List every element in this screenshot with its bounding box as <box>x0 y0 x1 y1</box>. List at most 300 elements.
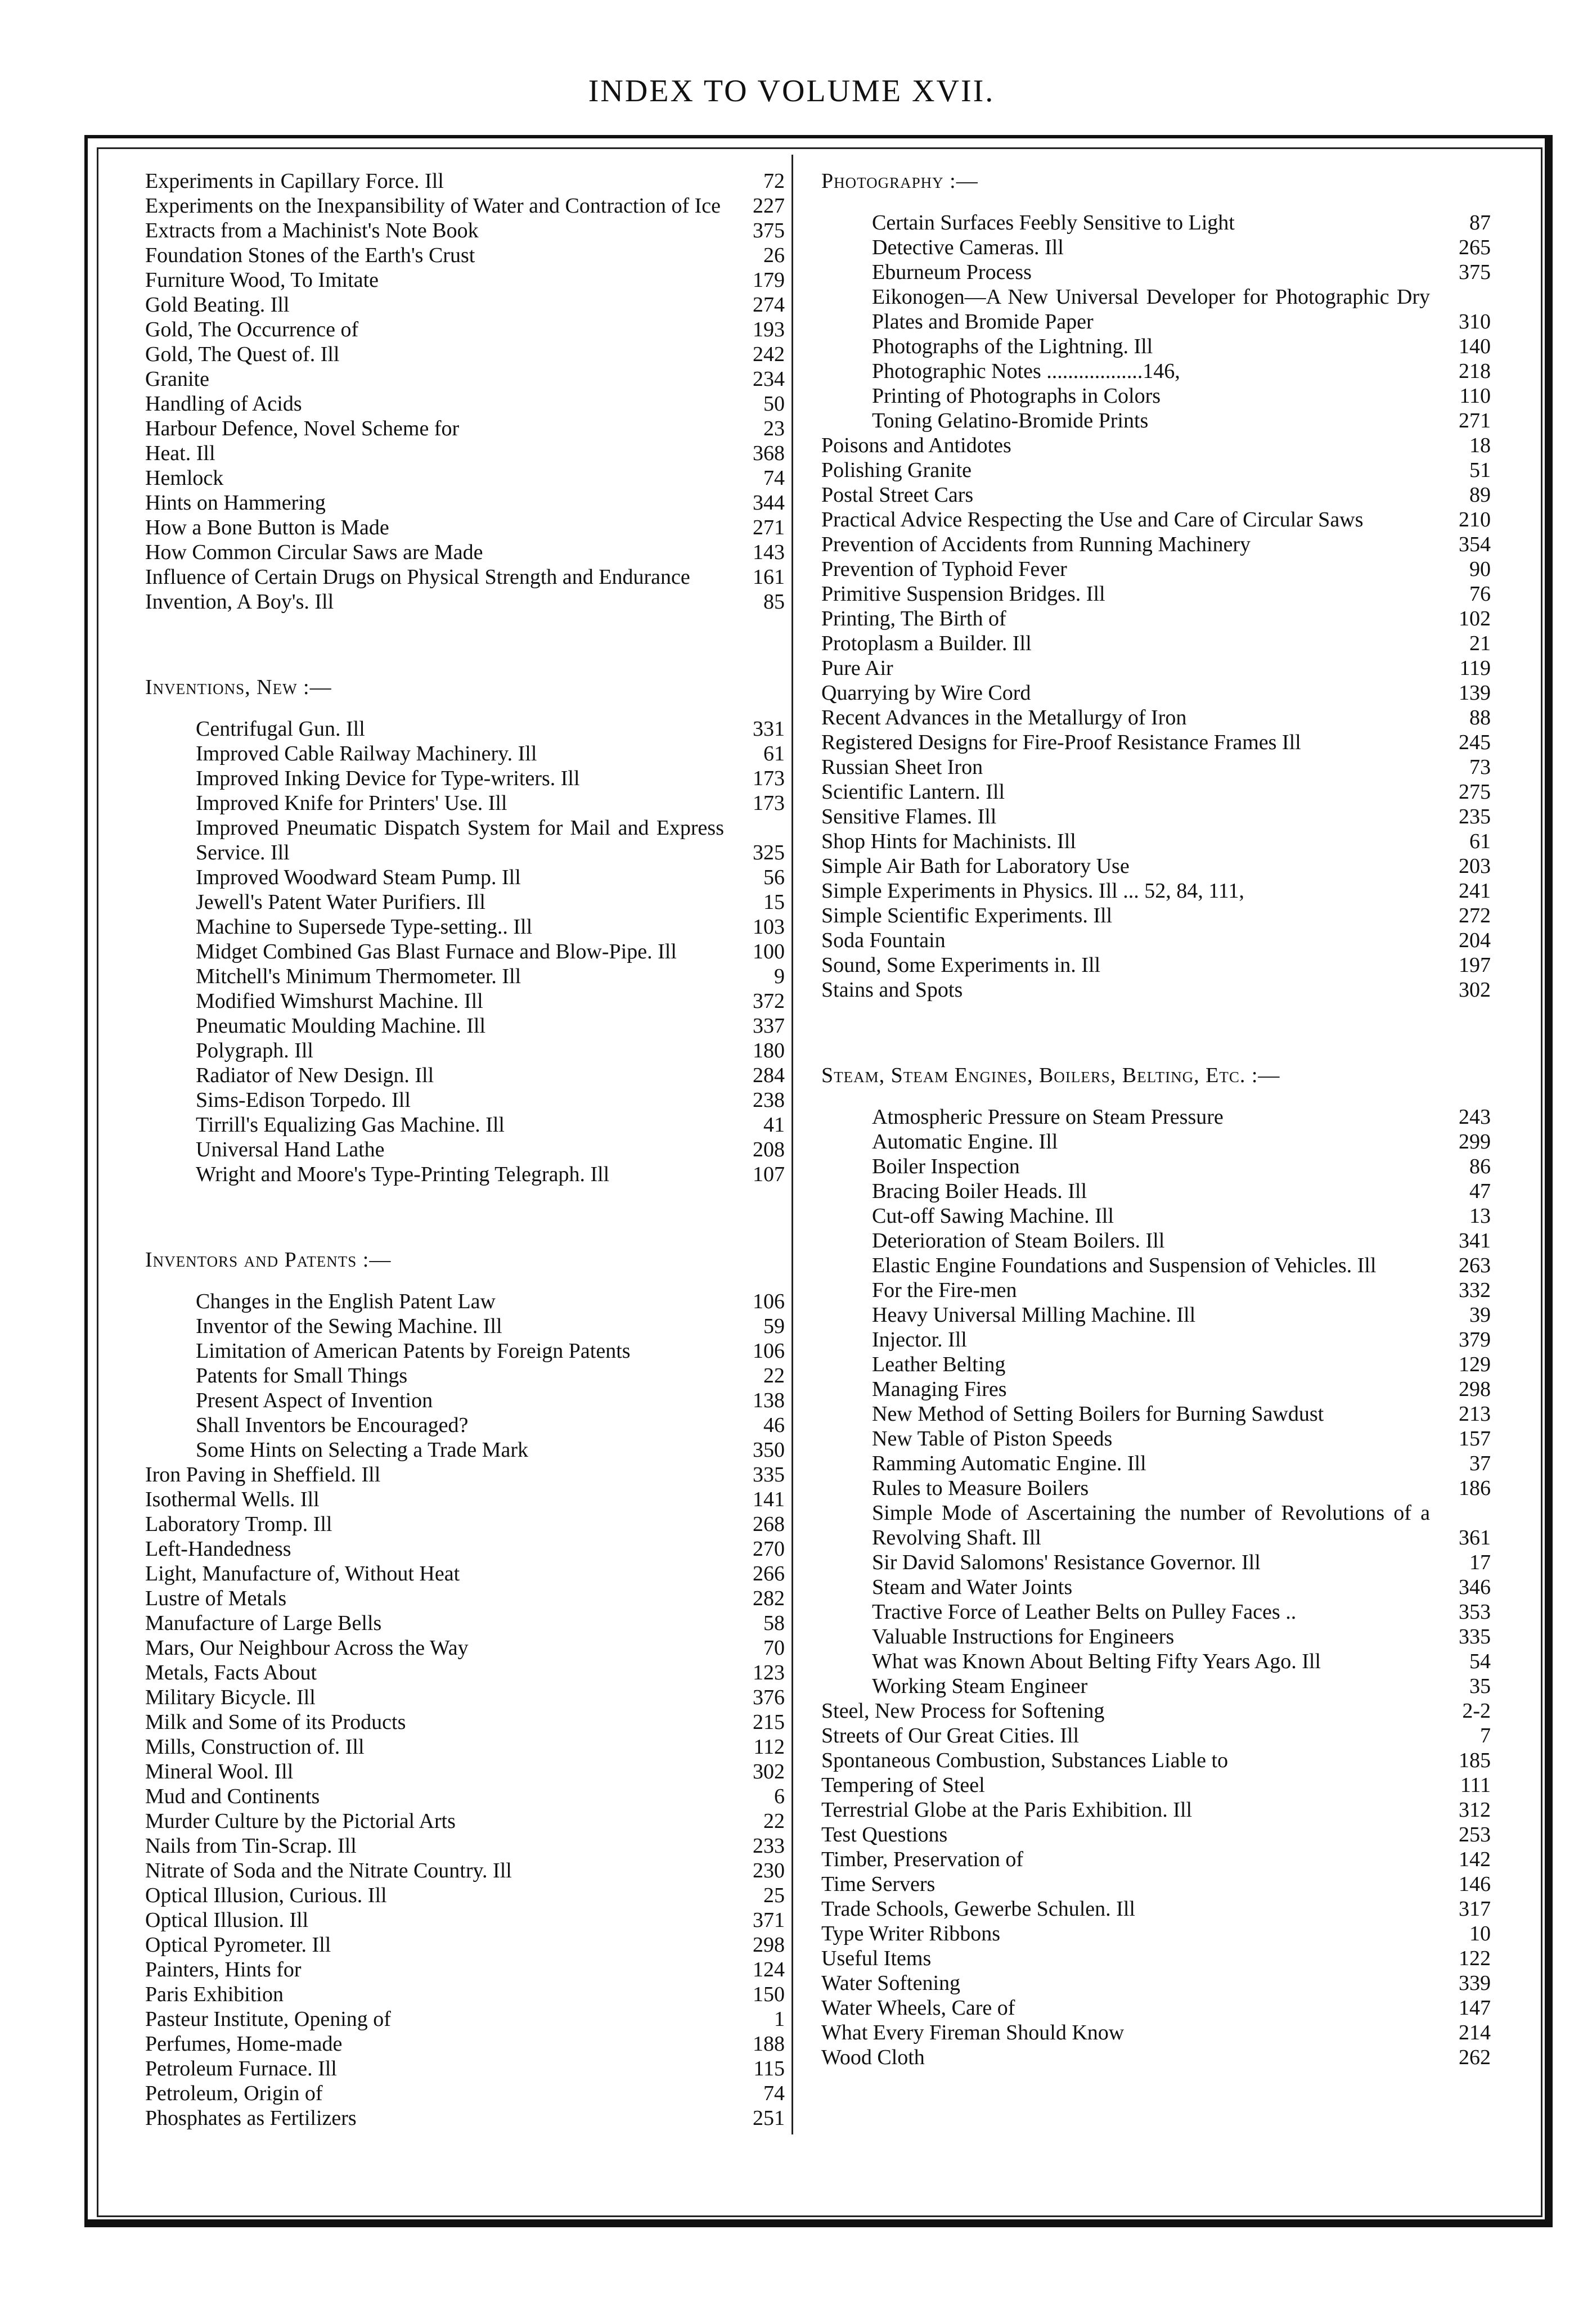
entry-page-number: 138 <box>753 1389 785 1412</box>
index-column-right <box>821 169 1491 2070</box>
entry-title: Quarrying by Wire Cord <box>821 681 1031 705</box>
entry-page-number: 22 <box>763 1364 785 1388</box>
entry-page-number: 245 <box>1459 731 1491 754</box>
index-entry <box>145 1982 785 2007</box>
index-subentry <box>821 260 1491 285</box>
index-entry <box>821 532 1491 557</box>
entry-title: Steel, New Process for Softening <box>821 1699 1105 1723</box>
entry-page-number: 122 <box>1459 1947 1491 1970</box>
entry-page-number: 173 <box>753 791 785 815</box>
index-entry <box>145 218 785 243</box>
entry-page-number: 110 <box>1459 384 1491 408</box>
index-entry <box>821 483 1491 507</box>
entry-title: Nails from Tin-Scrap. Ill <box>145 1834 357 1858</box>
entry-title: Steam and Water Joints <box>872 1575 1073 1599</box>
index-entry <box>145 268 785 292</box>
entry-page-number: 227 <box>753 194 785 218</box>
entry-page-number: 86 <box>1469 1155 1491 1178</box>
entry-page-number: 17 <box>1469 1551 1491 1574</box>
index-subentry <box>821 1253 1491 1278</box>
entry-title: For the Fire-men <box>872 1278 1017 1302</box>
entry-page-number: 106 <box>753 1290 785 1313</box>
entry-page-number: 21 <box>1469 632 1491 655</box>
entry-title: Improved Inking Device for Type-writers. Ill <box>196 767 580 790</box>
entry-title: Improved Knife for Printers' Use. Ill <box>196 791 507 815</box>
entry-title: Optical Pyrometer. Ill <box>145 1933 331 1957</box>
entry-page-number: 337 <box>753 1014 785 1038</box>
entry-title: Extracts from a Machinist's Note Book <box>145 219 479 242</box>
entry-title: Sensitive Flames. Ill <box>821 805 997 828</box>
entry-page-number: 233 <box>753 1834 785 1858</box>
index-subentry <box>821 359 1491 384</box>
entry-page-number: 56 <box>763 866 785 889</box>
entry-title: Handling of Acids <box>145 392 302 416</box>
index-subentry <box>145 1388 785 1413</box>
entry-page-number: 325 <box>753 841 785 864</box>
index-entry <box>145 1908 785 1933</box>
entry-title: Time Servers <box>821 1872 936 1896</box>
entry-page-number: 140 <box>1459 335 1491 358</box>
index-entry <box>145 169 785 193</box>
entry-page-number: 61 <box>1469 830 1491 853</box>
entry-page-number: 241 <box>1459 879 1491 903</box>
entry-title: Water Wheels, Care of <box>821 1996 1015 2020</box>
entry-page-number: 157 <box>1459 1427 1491 1451</box>
entry-title: Poisons and Antidotes <box>821 434 1011 457</box>
index-subentry <box>145 766 785 791</box>
index-entry <box>145 1462 785 1487</box>
index-entry <box>145 1784 785 1809</box>
entry-title: Mud and Continents <box>145 1785 320 1808</box>
entry-page-number: 179 <box>753 268 785 292</box>
entry-page-number: 242 <box>753 343 785 366</box>
entry-title: Postal Street Cars <box>821 483 974 507</box>
index-subentry <box>145 1113 785 1137</box>
entry-title: Timber, Preservation of <box>821 1848 1024 1871</box>
entry-title: Furniture Wood, To Imitate <box>145 268 379 292</box>
index-subentry <box>145 816 785 865</box>
entry-page-number: 379 <box>1459 1328 1491 1352</box>
index-entry <box>821 1971 1491 1996</box>
index-subentry <box>145 741 785 766</box>
index-entry <box>821 928 1491 953</box>
entry-title: Simple Air Bath for Laboratory Use <box>821 854 1130 878</box>
entry-page-number: 344 <box>753 491 785 515</box>
entry-page-number: 235 <box>1459 805 1491 828</box>
entry-page-number: 268 <box>753 1512 785 1536</box>
entry-page-number: 139 <box>1459 681 1491 705</box>
index-entry <box>145 1611 785 1636</box>
entry-page-number: 1 <box>774 2007 785 2031</box>
index-entry <box>145 1512 785 1537</box>
index-entry <box>145 1809 785 1834</box>
index-subentry <box>821 334 1491 359</box>
index-entry <box>821 631 1491 656</box>
index-subentry <box>821 1649 1491 1674</box>
index-subentry <box>821 1476 1491 1501</box>
index-subentry <box>821 1129 1491 1154</box>
entry-page-number: 317 <box>1459 1897 1491 1921</box>
index-subentry <box>821 1575 1491 1600</box>
entry-page-number: 234 <box>753 367 785 391</box>
entry-page-number: 74 <box>763 466 785 490</box>
entry-title: Improved Pneumatic Dispatch System for Mail and Express Service. Ill <box>196 816 724 864</box>
entry-page-number: 76 <box>1469 582 1491 606</box>
entry-page-number: 147 <box>1459 1996 1491 2020</box>
entry-page-number: 15 <box>763 890 785 914</box>
entry-page-number: 115 <box>753 2057 785 2080</box>
entry-title: Tractive Force of Leather Belts on Pulley Faces .. <box>872 1600 1297 1624</box>
entry-title: Registered Designs for Fire-Proof Resistance Frames Ill <box>821 731 1301 754</box>
entry-page-number: 61 <box>763 742 785 765</box>
entry-title: Light, Manufacture of, Without Heat <box>145 1562 460 1586</box>
entry-title: Cut-off Sawing Machine. Ill <box>872 1204 1114 1228</box>
index-subentry <box>145 1339 785 1363</box>
entry-page-number: 46 <box>763 1413 785 1437</box>
index-entry <box>821 656 1491 681</box>
entry-title: Ramming Automatic Engine. Ill <box>872 1452 1146 1475</box>
entry-page-number: 302 <box>1459 978 1491 1002</box>
index-subentry <box>145 1088 785 1113</box>
entry-page-number: 58 <box>763 1611 785 1635</box>
entry-title: Mars, Our Neighbour Across the Way <box>145 1636 469 1660</box>
entry-page-number: 266 <box>753 1562 785 1586</box>
entry-page-number: 372 <box>753 989 785 1013</box>
column-divider <box>792 155 793 2134</box>
entry-page-number: 146 <box>1459 1872 1491 1896</box>
entry-title: Spontaneous Combustion, Substances Liable to <box>821 1749 1229 1772</box>
index-subentry <box>145 1289 785 1314</box>
entry-page-number: 275 <box>1459 780 1491 804</box>
entry-page-number: 141 <box>753 1488 785 1511</box>
entry-page-number: 88 <box>1469 706 1491 729</box>
entry-title: Soda Fountain <box>821 929 946 952</box>
index-entry <box>821 2020 1491 2045</box>
index-subentry <box>145 1363 785 1388</box>
entry-title: Centrifugal Gun. Ill <box>196 717 365 741</box>
entry-page-number: 89 <box>1469 483 1491 507</box>
entry-title: Perfumes, Home-made <box>145 2032 343 2056</box>
entry-title: Machine to Supersede Type-setting.. Ill <box>196 915 533 939</box>
entry-title: Sir David Salomons' Resistance Governor. Ill <box>872 1551 1261 1574</box>
entry-page-number: 193 <box>753 318 785 341</box>
section-spacer <box>821 1002 1491 1025</box>
entry-title: Midget Combined Gas Blast Furnace and Blow-Pipe. Ill <box>196 940 677 963</box>
index-entry <box>821 1798 1491 1822</box>
index-entry <box>821 2045 1491 2070</box>
entry-page-number: 173 <box>753 767 785 790</box>
entry-title: Mineral Wool. Ill <box>145 1760 294 1783</box>
entry-title: Patents for Small Things <box>196 1364 408 1388</box>
entry-title: Detective Cameras. Ill <box>872 236 1064 259</box>
entry-title: Prevention of Typhoid Fever <box>821 557 1067 581</box>
entry-page-number: 161 <box>753 565 785 589</box>
entry-page-number: 274 <box>753 293 785 317</box>
entry-title: Milk and Some of its Products <box>145 1710 406 1734</box>
entry-page-number: 341 <box>1459 1229 1491 1253</box>
index-entry <box>821 1847 1491 1872</box>
entry-page-number: 6 <box>774 1785 785 1808</box>
index-entry <box>821 953 1491 978</box>
index-entry <box>145 1957 785 1982</box>
entry-title: Laboratory Tromp. Ill <box>145 1512 332 1536</box>
entry-title: Left-Handedness <box>145 1537 291 1561</box>
entry-title: Nitrate of Soda and the Nitrate Country. Ill <box>145 1859 512 1882</box>
entry-page-number: 204 <box>1459 929 1491 952</box>
index-subentry <box>145 964 785 989</box>
entry-title: Pneumatic Moulding Machine. Ill <box>196 1014 486 1038</box>
entry-title: Mills, Construction of. Ill <box>145 1735 365 1759</box>
entry-page-number: 37 <box>1469 1452 1491 1475</box>
index-entry <box>821 557 1491 582</box>
entry-page-number: 142 <box>1459 1848 1491 1871</box>
entry-page-number: 350 <box>753 1438 785 1462</box>
entry-title: Bracing Boiler Heads. Ill <box>872 1179 1087 1203</box>
index-subentry <box>145 989 785 1014</box>
entry-title: Pasteur Institute, Opening of <box>145 2007 391 2031</box>
entry-page-number: 213 <box>1459 1402 1491 1426</box>
index-subentry <box>821 1501 1491 1550</box>
entry-title: Gold, The Quest of. Ill <box>145 343 340 366</box>
entry-title: Wood Cloth <box>821 2046 925 2069</box>
entry-page-number: 284 <box>753 1064 785 1087</box>
index-entry <box>145 1660 785 1685</box>
index-subentry <box>821 210 1491 235</box>
index-subentry <box>145 1038 785 1063</box>
entry-title: Universal Hand Lathe <box>196 1138 385 1161</box>
entry-title: Eburneum Process <box>872 260 1032 284</box>
entry-title: Improved Woodward Steam Pump. Ill <box>196 866 521 889</box>
section-spacer <box>145 614 785 637</box>
entry-title: Practical Advice Respecting the Use and Care of Circular Saws <box>821 508 1364 532</box>
entry-title: Isothermal Wells. Ill <box>145 1488 320 1511</box>
entry-title: Changes in the English Patent Law <box>196 1290 496 1313</box>
index-entry <box>821 1897 1491 1921</box>
entry-title: Test Questions <box>821 1823 948 1846</box>
entry-title: Radiator of New Design. Ill <box>196 1064 434 1087</box>
entry-title: Eikonogen—A New Universal Developer for Photographic Dry Plates and Bromide Paper <box>872 285 1430 334</box>
index-entry <box>821 730 1491 755</box>
index-subentry <box>145 939 785 964</box>
index-subentry <box>145 1314 785 1339</box>
entry-page-number: 272 <box>1459 904 1491 927</box>
entry-page-number: 253 <box>1459 1823 1491 1846</box>
index-subentry <box>821 1228 1491 1253</box>
entry-page-number: 7 <box>1480 1724 1491 1747</box>
index-subentry <box>821 1204 1491 1228</box>
index-entry <box>821 854 1491 879</box>
entry-title: Iron Paving in Sheffield. Ill <box>145 1463 381 1487</box>
entry-page-number: 123 <box>753 1661 785 1685</box>
entry-title: Shall Inventors be Encouraged? <box>196 1413 469 1437</box>
entry-title: Shop Hints for Machinists. Ill <box>821 830 1076 853</box>
index-subentry <box>821 1179 1491 1204</box>
index-entry <box>145 1834 785 1858</box>
index-subentry <box>821 408 1491 433</box>
entry-page-number: 9 <box>774 965 785 988</box>
index-subentry <box>145 717 785 741</box>
entry-page-number: 10 <box>1469 1922 1491 1945</box>
index-subentry <box>821 1402 1491 1426</box>
entry-title: Jewell's Patent Water Purifiers. Ill <box>196 890 485 914</box>
entry-page-number: 243 <box>1459 1105 1491 1129</box>
index-section-heading: Inventions, New :— <box>145 675 332 699</box>
entry-title: Manufacture of Large Bells <box>145 1611 382 1635</box>
index-subentry <box>821 1624 1491 1649</box>
entry-page-number: 361 <box>1459 1526 1491 1550</box>
index-subentry <box>145 1137 785 1162</box>
entry-title: Influence of Certain Drugs on Physical Strength and Endurance <box>145 565 690 589</box>
index-entry <box>145 292 785 317</box>
entry-page-number: 238 <box>753 1088 785 1112</box>
index-subentry <box>821 1105 1491 1129</box>
index-entry <box>145 2056 785 2081</box>
entry-title: Recent Advances in the Metallurgy of Iron <box>821 706 1187 729</box>
entry-page-number: 270 <box>753 1537 785 1561</box>
index-subentry <box>145 791 785 816</box>
index-entry <box>145 2007 785 2032</box>
index-entry <box>145 1933 785 1957</box>
entry-title: Type Writer Ribbons <box>821 1922 1001 1945</box>
entry-title: Sims-Edison Torpedo. Ill <box>196 1088 411 1112</box>
entry-title: Automatic Engine. Ill <box>872 1130 1058 1154</box>
index-entry <box>145 589 785 614</box>
entry-title: Photographic Notes ..................146, <box>872 359 1180 383</box>
entry-title: Simple Experiments in Physics. Ill ... 52, 84, 111, <box>821 879 1244 903</box>
entry-page-number: 70 <box>763 1636 785 1660</box>
entry-title: Military Bicycle. Ill <box>145 1686 316 1709</box>
entry-page-number: 18 <box>1469 434 1491 457</box>
index-subentry <box>145 915 785 939</box>
entry-page-number: 72 <box>763 169 785 193</box>
index-entry <box>145 2081 785 2106</box>
entry-title: Hemlock <box>145 466 224 490</box>
page-title: INDEX TO VOLUME XVII. <box>588 74 995 109</box>
entry-title: Hints on Hammering <box>145 491 326 515</box>
entry-page-number: 35 <box>1469 1674 1491 1698</box>
entry-title: Inventor of the Sewing Machine. Ill <box>196 1314 502 1338</box>
entry-page-number: 85 <box>763 590 785 614</box>
entry-title: Elastic Engine Foundations and Suspension of Vehicles. Ill <box>872 1254 1377 1277</box>
index-subentry <box>821 1352 1491 1377</box>
index-entry <box>145 1537 785 1561</box>
index-entry <box>821 582 1491 606</box>
entry-page-number: 375 <box>1459 260 1491 284</box>
index-entry <box>821 681 1491 705</box>
entry-page-number: 298 <box>753 1933 785 1957</box>
entry-title: Some Hints on Selecting a Trade Mark <box>196 1438 529 1462</box>
entry-title: Working Steam Engineer <box>872 1674 1088 1698</box>
entry-page-number: 312 <box>1459 1798 1491 1822</box>
entry-page-number: 87 <box>1469 211 1491 235</box>
index-subentry <box>821 235 1491 260</box>
index-subentry <box>821 1600 1491 1624</box>
entry-title: Leather Belting <box>872 1353 1006 1376</box>
entry-page-number: 298 <box>1459 1377 1491 1401</box>
entry-title: Petroleum Furnace. Ill <box>145 2057 337 2080</box>
entry-page-number: 39 <box>1469 1303 1491 1327</box>
index-entry <box>145 1735 785 1759</box>
entry-title: Polishing Granite <box>821 458 972 482</box>
entry-title: Russian Sheet Iron <box>821 755 983 779</box>
index-entry <box>145 1487 785 1512</box>
index-entry <box>145 1858 785 1883</box>
entry-page-number: 271 <box>753 516 785 539</box>
index-subentry <box>821 1377 1491 1402</box>
index-section-heading: Inventors and Patents :— <box>145 1248 392 1272</box>
entry-page-number: 310 <box>1459 310 1491 334</box>
entry-page-number: 74 <box>763 2082 785 2105</box>
index-subentry <box>821 1278 1491 1303</box>
entry-title: Limitation of American Patents by Foreign Patents <box>196 1339 631 1363</box>
entry-title: Simple Mode of Ascertaining the number of Revolutions of a Revolving Shaft. Ill <box>872 1501 1430 1550</box>
entry-page-number: 25 <box>763 1884 785 1907</box>
index-entry <box>821 507 1491 532</box>
index-entry <box>145 1636 785 1660</box>
entry-title: Harbour Defence, Novel Scheme for <box>145 417 460 440</box>
entry-page-number: 90 <box>1469 557 1491 581</box>
index-entry <box>145 391 785 416</box>
entry-page-number: 2-2 <box>1462 1699 1491 1723</box>
entry-title: Tirrill's Equalizing Gas Machine. Ill <box>196 1113 505 1137</box>
entry-title: Metals, Facts About <box>145 1661 317 1685</box>
entry-title: New Method of Setting Boilers for Burning Sawdust <box>872 1402 1324 1426</box>
index-subentry <box>145 1162 785 1187</box>
entry-page-number: 197 <box>1459 953 1491 977</box>
entry-page-number: 186 <box>1459 1476 1491 1500</box>
entry-page-number: 265 <box>1459 236 1491 259</box>
entry-title: Petroleum, Origin of <box>145 2082 323 2105</box>
entry-title: Managing Fires <box>872 1377 1007 1401</box>
entry-title: Paris Exhibition <box>145 1983 284 2006</box>
entry-title: Pure Air <box>821 656 893 680</box>
entry-page-number: 180 <box>753 1039 785 1062</box>
entry-title: Certain Surfaces Feebly Sensitive to Light <box>872 211 1235 235</box>
entry-title: What Every Fireman Should Know <box>821 2021 1125 2044</box>
index-entry <box>145 540 785 565</box>
index-section-heading: Steam, Steam Engines, Boilers, Belting, Etc. :— <box>821 1064 1280 1087</box>
entry-page-number: 214 <box>1459 2021 1491 2044</box>
entry-page-number: 353 <box>1459 1600 1491 1624</box>
index-subentry <box>145 1063 785 1088</box>
index-entry <box>145 466 785 490</box>
index-entry <box>145 565 785 589</box>
entry-title: Primitive Suspension Bridges. Ill <box>821 582 1105 606</box>
entry-title: Heat. Ill <box>145 442 215 465</box>
entry-page-number: 354 <box>1459 533 1491 556</box>
entry-title: Deterioration of Steam Boilers. Ill <box>872 1229 1165 1253</box>
entry-title: Improved Cable Railway Machinery. Ill <box>196 742 537 765</box>
entry-page-number: 23 <box>763 417 785 440</box>
entry-title: Mitchell's Minimum Thermometer. Ill <box>196 965 521 988</box>
entry-page-number: 102 <box>1459 607 1491 630</box>
entry-title: Simple Scientific Experiments. Ill <box>821 904 1113 927</box>
index-subentry <box>821 1674 1491 1699</box>
index-entry <box>821 1699 1491 1723</box>
entry-page-number: 339 <box>1459 1971 1491 1995</box>
index-entry <box>145 416 785 441</box>
index-entry <box>145 441 785 466</box>
index-entry <box>145 1586 785 1611</box>
index-entry <box>145 367 785 391</box>
entry-page-number: 376 <box>753 1686 785 1709</box>
entry-page-number: 335 <box>1459 1625 1491 1649</box>
index-entry <box>145 1685 785 1710</box>
entry-title: Valuable Instructions for Engineers <box>872 1625 1175 1649</box>
index-entry <box>821 1996 1491 2020</box>
index-entry <box>821 829 1491 854</box>
index-subentry <box>821 1303 1491 1327</box>
